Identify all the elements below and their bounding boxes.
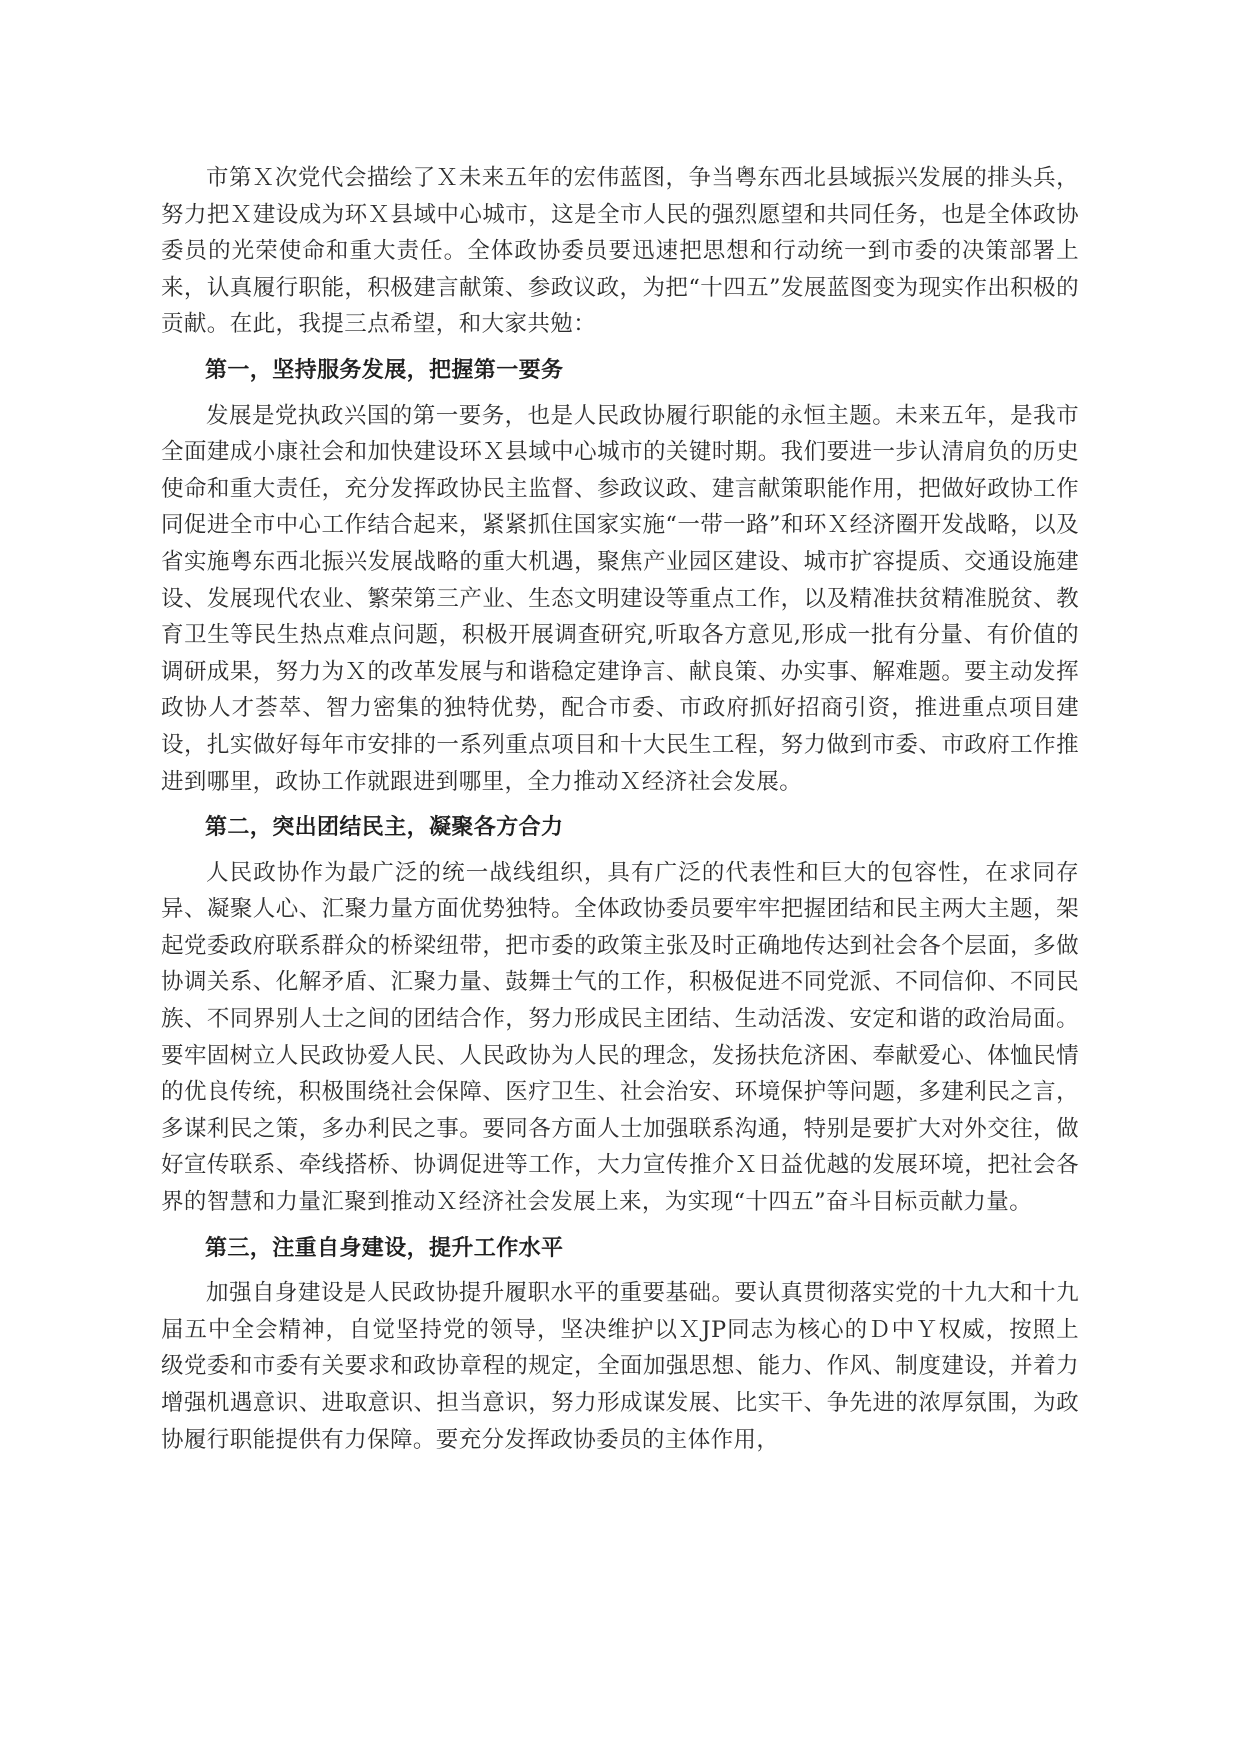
section-paragraph-3: 加强自身建设是人民政协提升履职水平的重要基础。要认真贯彻落实党的十九大和十九届五中全会精神，自觉坚持党的领导，坚决维护以ＸJP同志为核心的Ｄ中Ｙ权威，按照上级党委和市委有关要求和政协章程的规定，全面加强思想、能力、作风、制度建设，并着力增强机遇意识、进取意识、担当意识，努力形成谋发展、比实干、争先进的浓厚氛围，为政协履行职能提供有力保障。要充分发挥政协委员的主体作用，: [161, 1280, 1079, 1453]
section-paragraph-1: 发展是党执政兴国的第一要务，也是人民政协履行职能的永恒主题。未来五年，是我市全面建成小康社会和加快建设环Ｘ县域中心城市的关键时期。我们要进一步认清肩负的历史使命和重大责任，充分发挥政协民主监督、参政议政、建言献策职能作用，把做好政协工作同促进全市中心工作结合起来，紧紧抓住国家实施“一带一路”和环Ｘ经济圈开发战略，以及省实施粤东西北振兴发展战略的重大机遇，聚焦产业园区建设、城市扩容提质、交通设施建设、发展现代农业、繁荣第三产业、生态文明建设等重点工作，以及精准扶贫精准脱贫、教育卫生等民生热点难点问题，积极开展调查研究,听取各方意见,形成一批有分量、有价值的调研成果，努力为Ｘ的改革发展与和谐稳定建诤言、献良策、办实事、解难题。要主动发挥政协人才荟萃、智力密集的独特优势，配合市委、市政府抓好招商引资，推进重点项目建设，扎实做好每年市安排的一系列重点项目和十大民生工程，努力做到市委、市政府工作推进到哪里，政协工作就跟进到哪里，全力推动Ｘ经济社会发展。: [161, 402, 1079, 795]
document-body: [161, 160, 1079, 1458]
intro-paragraph: 市第Ｘ次党代会描绘了Ｘ未来五年的宏伟蓝图，争当粤东西北县域振兴发展的排头兵，努力把Ｘ建设成为环Ｘ县域中心城市，这是全市人民的强烈愿望和共同任务，也是全体政协委员的光荣使命和重大责任。全体政协委员要迅速把思想和行动统一到市委的决策部署上来，认真履行职能，积极建言献策、参政议政，为把“十四五”发展蓝图变为现实作出积极的贡献。在此，我提三点希望，和大家共勉：: [161, 165, 1079, 338]
section-heading-2: 第二，突出团结民主，凝聚各方合力: [205, 815, 564, 841]
section-paragraph-2: 人民政协作为最广泛的统一战线组织，具有广泛的代表性和巨大的包容性，在求同存异、凝聚人心、汇聚力量方面优势独特。全体政协委员要牢牢把握团结和民主两大主题，架起党委政府联系群众的桥梁纽带，把市委的政策主张及时正确地传达到社会各个层面，多做协调关系、化解矛盾、汇聚力量、鼓舞士气的工作，积极促进不同党派、不同信仰、不同民族、不同界别人士之间的团结合作，努力形成民主团结、生动活泼、安定和谐的政治局面。要牢固树立人民政协爱人民、人民政协为人民的理念，发扬扶危济困、奉献爱心、体恤民情的优良传统，积极围绕社会保障、医疗卫生、社会治安、环境保护等问题，多建利民之言，多谋利民之策，多办利民之事。要同各方面人士加强联系沟通，特别是要扩大对外交往，做好宣传联系、牵线搭桥、协调促进等工作，大力宣传推介Ｘ日益优越的发展环境，把社会各界的智慧和力量汇聚到推动Ｘ经济社会发展上来，为实现“十四五”奋斗目标贡献力量。: [161, 859, 1079, 1216]
section-heading-3: 第三，注重自身建设，提升工作水平: [205, 1235, 564, 1261]
section-heading-1: 第一，坚持服务发展，把握第一要务: [205, 357, 564, 383]
